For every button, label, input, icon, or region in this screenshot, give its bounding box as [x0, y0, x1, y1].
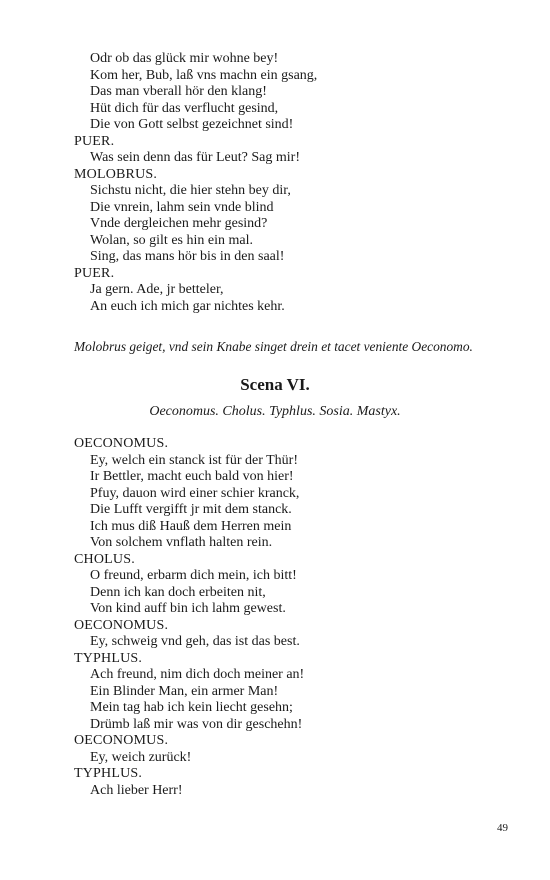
verse-line: O freund, erbarm dich mein, ich bitt! [90, 568, 297, 583]
verse-line: Sing, das mans hör bis in den saal! [90, 249, 285, 264]
speaker-name: TYPHLUS. [74, 650, 143, 666]
verse-line: Denn ich kan doch erbeiten nit, [90, 584, 266, 600]
verse-line: Ey, weich zurück! [90, 749, 192, 765]
verse-line: Ja gern. Ade, jr betteler, [90, 282, 224, 297]
verse-line: Ich mus diß Hauß dem Herren mein [90, 518, 292, 534]
verse-line: Hüt dich für das verflucht gesind, [90, 100, 279, 116]
speaker-name: OECONOMUS. [74, 733, 169, 748]
verse-line: Ey, welch ein stanck ist für der Thür! [90, 452, 298, 468]
speaker-name: TYPHLUS. [74, 766, 143, 781]
speaker-name: PUER. [74, 265, 115, 281]
verse-line: Wolan, so gilt es hin ein mal. [90, 232, 253, 248]
speaker-name: PUER. [74, 133, 115, 149]
verse-line: Was sein denn das für Leut? Sag mir! [90, 150, 300, 165]
bottom-dialogue-block [74, 436, 514, 799]
verse-line: Sichstu nicht, die hier stehn bey dir, [90, 183, 291, 198]
verse-line: Die vnrein, lahm sein vnde blind [90, 199, 274, 215]
verse-line: Mein tag hab ich kein liecht gesehn; [90, 700, 293, 715]
verse-line: Vnde dergleichen mehr gesind? [90, 216, 268, 231]
scene-cast-list: Oeconomus. Cholus. Typhlus. Sosia. Mastyx. [149, 404, 401, 419]
verse-line: Odr ob das glück mir wohne bey! [90, 51, 279, 66]
verse-line: Pfuy, dauon wird einer schier kranck, [90, 485, 300, 501]
verse-line: Ein Blinder Man, ein armer Man! [90, 683, 279, 699]
speaker-name: OECONOMUS. [74, 436, 169, 451]
verse-line: An euch ich mich gar nichtes kehr. [90, 298, 285, 314]
verse-line: Die Lufft vergifft jr mit dem stanck. [90, 502, 292, 517]
verse-line: Die von Gott selbst gezeichnet sind! [90, 117, 294, 132]
scene-title: Scena VI. [240, 375, 310, 394]
verse-line: Ach lieber Herr! [90, 782, 183, 798]
page-number: 49 [497, 822, 508, 834]
stage-direction: Molobrus geiget, vnd sein Knabe singet drein et tacet veniente Oeconomo. [74, 339, 473, 354]
speaker-name: CHOLUS. [74, 551, 135, 567]
verse-line: Von solchem vnflath halten rein. [90, 535, 273, 550]
verse-line: Kom her, Bub, laß vns machn ein gsang, [90, 67, 318, 83]
speaker-name: OECONOMUS. [74, 617, 169, 633]
verse-line: Drümb laß mir was von dir geschehn! [90, 716, 303, 732]
verse-line: Das man vberall hör den klang! [90, 84, 267, 99]
verse-line: Ey, schweig vnd geh, das ist das best. [90, 634, 300, 649]
verse-line: Ach freund, nim dich doch meiner an! [90, 667, 305, 682]
speaker-name: MOLOBRUS. [74, 166, 158, 182]
verse-line: Ir Bettler, macht euch bald von hier! [90, 469, 294, 484]
verse-line: Von kind auff bin ich lahm gewest. [90, 601, 286, 616]
top-dialogue-block [74, 51, 514, 315]
